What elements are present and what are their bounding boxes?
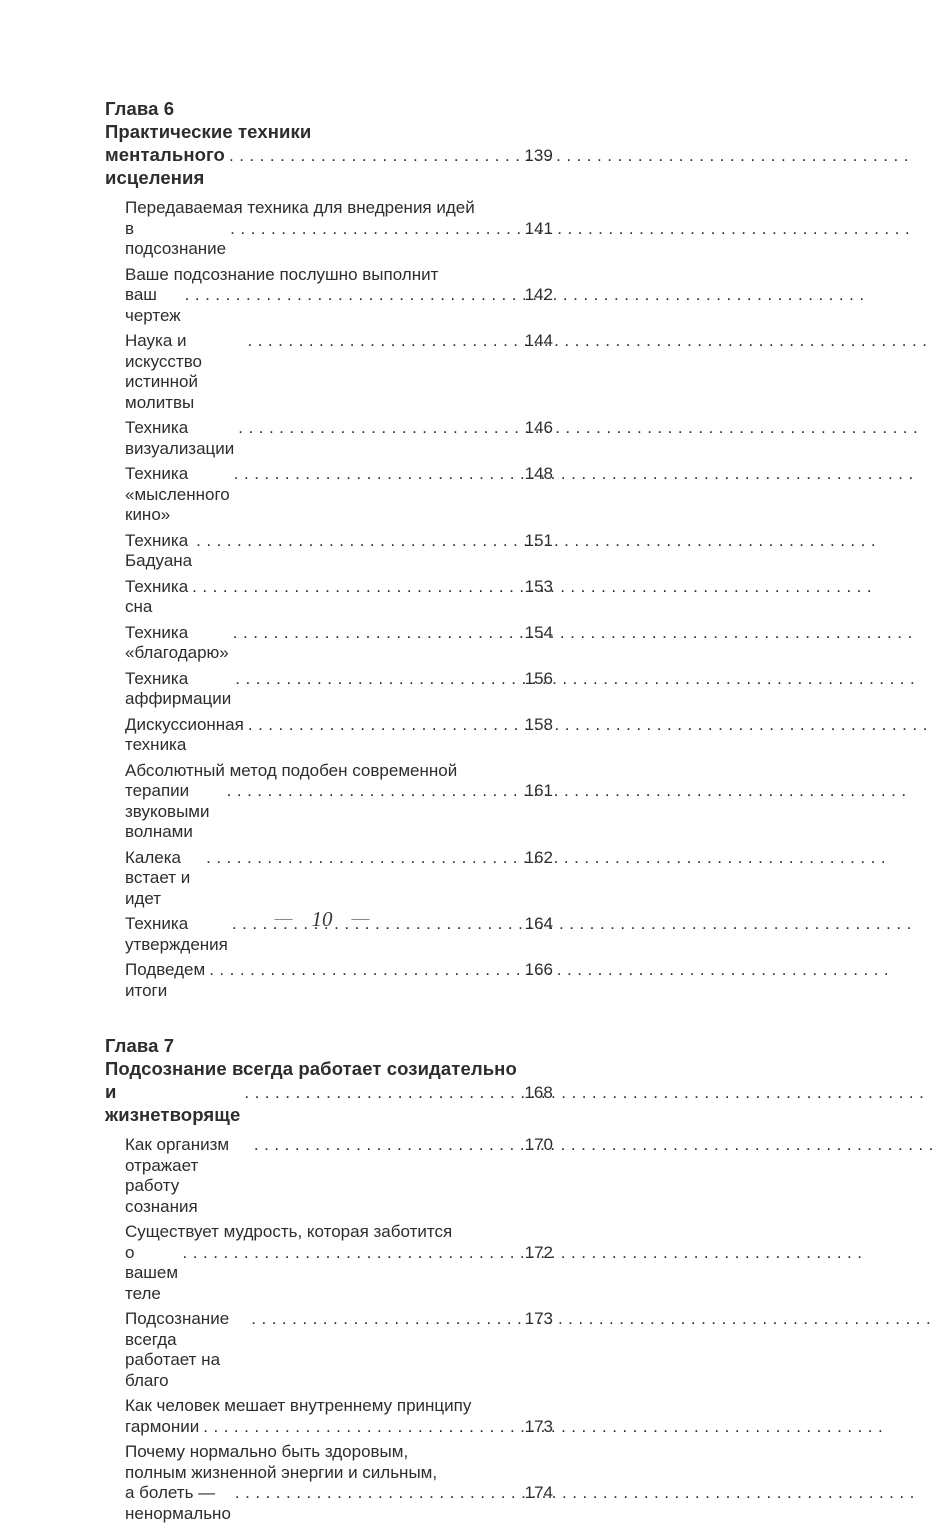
chapter-title-text: и жизнетворяще <box>105 1081 241 1125</box>
chapter-page-number: 168 <box>524 1083 553 1102</box>
toc-entry[interactable] <box>125 761 553 843</box>
entry-text: Техника Бадуана <box>125 530 193 570</box>
table-of-contents <box>105 97 553 1529</box>
entry-text: Техника утверждения <box>125 914 228 954</box>
entry-text: Подведем итоги <box>125 960 206 1000</box>
entry-page-number: 154 <box>524 622 553 642</box>
entry-last-row <box>125 219 553 260</box>
entry-last-row <box>125 1309 553 1391</box>
entry-text: терапии звуковыми волнами <box>125 781 210 841</box>
entry-last-row <box>125 331 553 413</box>
chapter-label: Глава 7 <box>105 1035 175 1056</box>
dot-leader <box>234 464 523 485</box>
toc-entry[interactable] <box>125 265 553 327</box>
entry-last-row <box>125 1417 553 1438</box>
entry-text-line: Передаваемая техника для внедрения идей <box>125 198 475 217</box>
page-footer <box>0 907 644 932</box>
toc-entry[interactable] <box>125 1135 553 1217</box>
entry-last-row <box>125 960 553 1001</box>
footer-page-number: 10 <box>311 907 333 931</box>
entry-page-number: 161 <box>524 781 553 800</box>
toc-entry[interactable] <box>125 464 553 526</box>
entry-last-row <box>125 715 553 756</box>
chapter-title-line: Подсознание всегда работает созидательно <box>105 1058 517 1079</box>
entry-text: в подсознание <box>125 218 227 258</box>
toc-entry[interactable] <box>125 198 553 260</box>
entry-last-row <box>125 1135 553 1217</box>
entry-text: Техника визуализации <box>125 418 235 458</box>
dot-leader <box>229 144 522 167</box>
dot-leader <box>248 715 523 736</box>
entry-page-number: 151 <box>524 530 553 550</box>
entry-last-row <box>125 669 553 710</box>
entry-text: Техника аффирмации <box>125 668 232 708</box>
toc-entry[interactable] <box>125 960 553 1001</box>
dot-leader <box>203 1417 522 1438</box>
chapter-entries <box>105 1135 553 1524</box>
entry-last-row <box>125 781 553 843</box>
entry-text: Как организм отражает работу сознания <box>125 1135 230 1216</box>
dot-leader <box>254 1135 523 1156</box>
entry-text: Калека встает и идет <box>125 847 191 908</box>
chapter-label: Глава 6 <box>105 98 175 119</box>
entry-last-row <box>125 848 553 910</box>
toc-entry[interactable] <box>125 331 553 413</box>
chapter-entries <box>105 198 553 1001</box>
entry-last-row <box>125 1483 553 1524</box>
entry-page-number: 173 <box>524 1416 553 1436</box>
dot-leader <box>235 1483 523 1504</box>
entry-text-line: Абсолютный метод подобен современной <box>125 760 458 780</box>
entry-text-line: Существует мудрость, которая заботится <box>125 1222 453 1241</box>
entry-last-row <box>125 577 553 618</box>
dot-leader <box>230 219 522 240</box>
entry-page-number: 142 <box>524 285 553 304</box>
entry-text: гармонии <box>125 1416 200 1436</box>
toc-entry[interactable] <box>125 623 553 664</box>
entry-text: Наука и искусство истинной молитвы <box>125 331 203 412</box>
entry-page-number: 174 <box>524 1483 553 1502</box>
entry-text: о вашем теле <box>125 1242 179 1303</box>
toc-entry[interactable] <box>125 577 553 618</box>
chapter-title-text: ментального исцеления <box>105 144 225 188</box>
dot-leader <box>244 1081 522 1104</box>
dot-leader <box>235 669 522 690</box>
dot-leader <box>196 531 522 552</box>
dot-leader <box>206 848 523 869</box>
entry-text: Подсознание всегда работает на благо <box>125 1309 230 1390</box>
chapter-title-row[interactable] <box>105 143 553 189</box>
dot-leader <box>192 577 522 598</box>
entry-page-number: 162 <box>524 847 553 867</box>
footer-dash-right: — <box>351 908 370 928</box>
entry-text: Дискуссионная техника <box>125 714 244 754</box>
entry-page-number: 144 <box>524 331 553 350</box>
entry-last-row <box>125 623 553 664</box>
entry-last-row <box>125 1243 553 1305</box>
entry-page-number: 153 <box>524 576 553 596</box>
entry-last-row <box>125 464 553 526</box>
entry-text: Техника сна <box>125 576 189 616</box>
chapter-section <box>105 1034 553 1524</box>
entry-page-number: 141 <box>524 218 553 238</box>
dot-leader <box>238 418 522 439</box>
entry-last-row <box>125 531 553 572</box>
chapter-page-number: 139 <box>524 146 553 165</box>
chapter-title-line: Практические техники <box>105 121 312 142</box>
entry-page-number: 148 <box>524 464 553 483</box>
toc-entry[interactable] <box>125 1396 553 1437</box>
dot-leader <box>251 1309 522 1330</box>
toc-entry[interactable] <box>125 531 553 572</box>
chapter-section <box>105 97 553 1001</box>
dot-leader <box>227 781 523 802</box>
toc-entry[interactable] <box>125 1309 553 1391</box>
entry-page-number: 146 <box>524 418 553 437</box>
dot-leader <box>233 623 523 644</box>
toc-entry[interactable] <box>125 418 553 459</box>
entry-page-number: 156 <box>524 668 553 688</box>
dot-leader <box>183 1243 523 1264</box>
toc-entry[interactable] <box>125 1442 553 1524</box>
dot-leader <box>209 960 522 981</box>
toc-entry[interactable] <box>125 715 553 756</box>
footer-dash-left: — <box>274 908 293 928</box>
entry-text-line: полным жизненной энергии и сильным, <box>125 1462 438 1482</box>
toc-entry[interactable] <box>125 1222 553 1304</box>
entry-text: а болеть — ненормально <box>125 1483 231 1523</box>
entry-last-row <box>125 418 553 459</box>
entry-text-line: Ваше подсознание послушно выполнит <box>125 264 439 284</box>
entry-text-line: Как человек мешает внутреннему принципу <box>125 1396 472 1415</box>
entry-last-row <box>125 285 553 326</box>
entry-text-line: Почему нормально быть здоровым, <box>125 1442 409 1461</box>
dot-leader <box>185 285 523 306</box>
entry-text: Техника «мысленного кино» <box>125 464 230 524</box>
toc-entry[interactable] <box>125 669 553 710</box>
entry-page-number: 170 <box>524 1135 553 1154</box>
entry-page-number: 164 <box>524 914 553 933</box>
entry-page-number: 172 <box>524 1242 553 1262</box>
entry-page-number: 158 <box>524 714 553 734</box>
entry-page-number: 173 <box>524 1309 553 1328</box>
dot-leader <box>247 331 522 352</box>
entry-page-number: 166 <box>524 960 553 979</box>
chapter-title-row[interactable] <box>105 1080 553 1126</box>
entry-text: Техника «благодарю» <box>125 622 229 662</box>
toc-entry[interactable] <box>125 848 553 910</box>
entry-text: ваш чертеж <box>125 285 181 325</box>
